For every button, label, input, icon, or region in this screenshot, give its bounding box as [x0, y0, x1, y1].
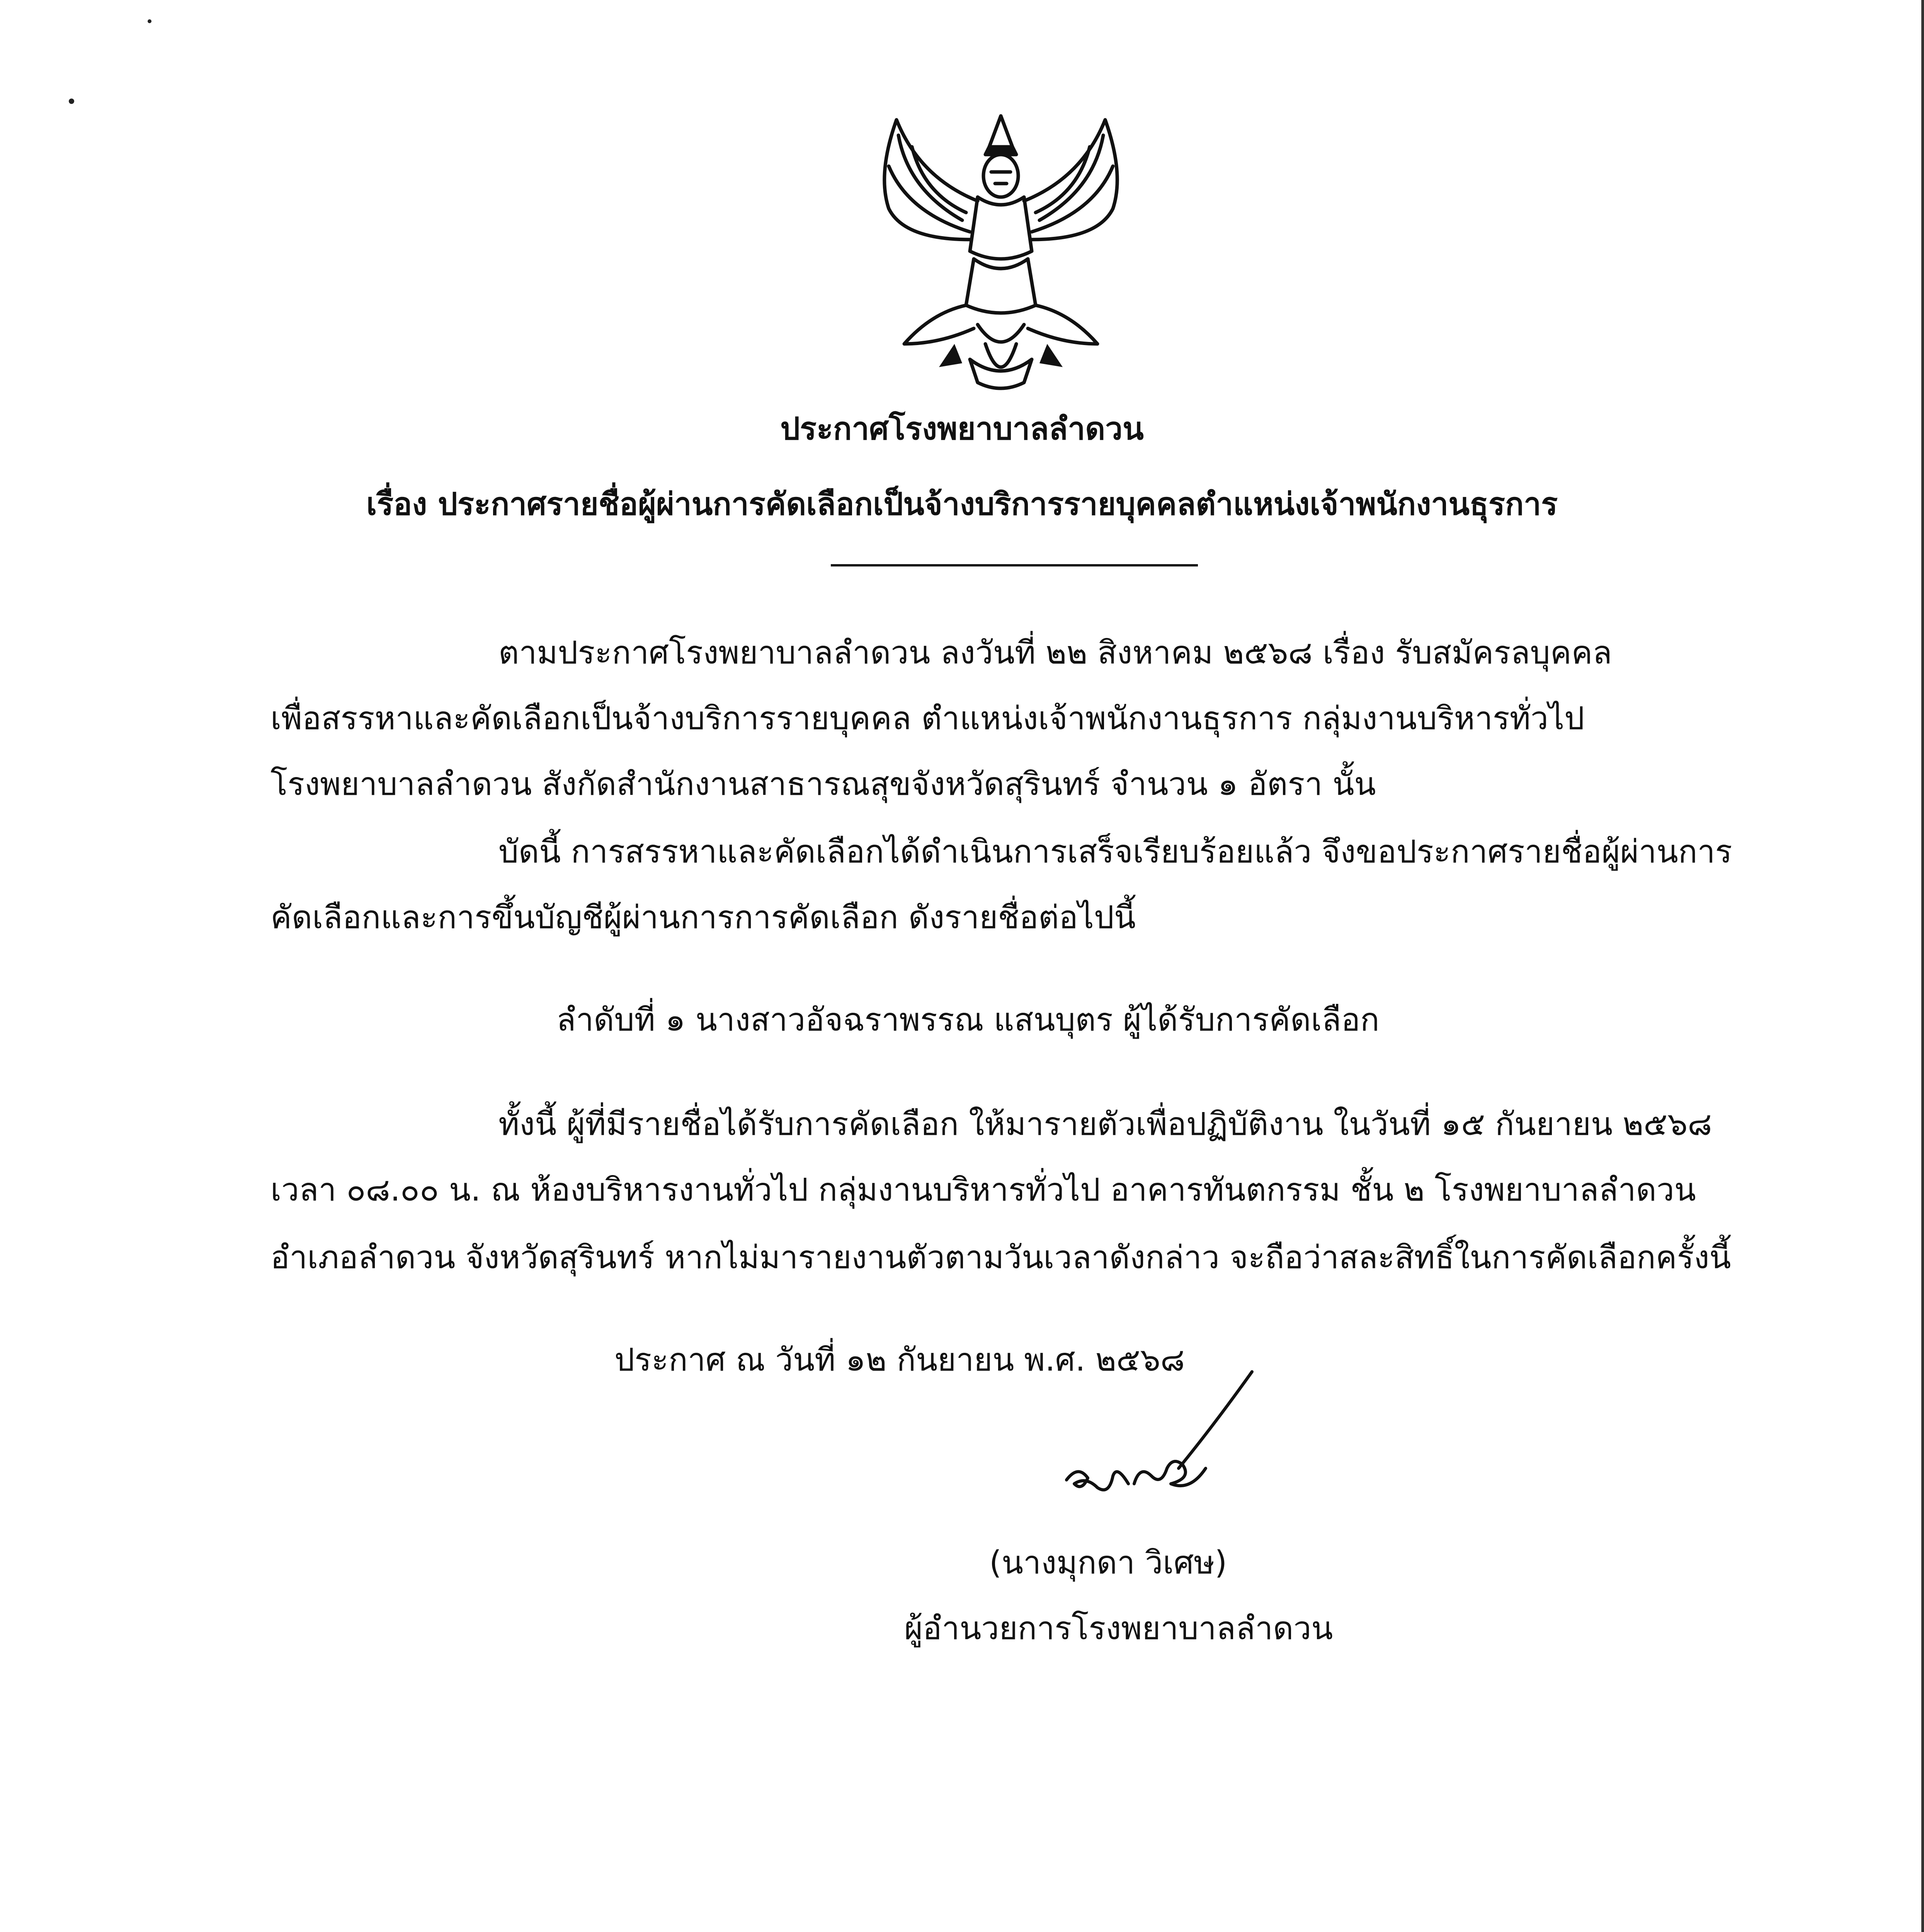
signer-position: ผู้อำนวยการโรงพยาบาลลำดวน: [904, 1610, 1333, 1647]
body-line: เพื่อสรรหาและคัดเลือกเป็นจ้างบริการรายบุคคล ตำแหน่งเจ้าพนักงานธุรการ กลุ่มงานบริหารทั่วไป: [270, 700, 1585, 737]
closing-line: เวลา ๐๘.๐๐ น. ณ ห้องบริหารงานทั่วไป กลุ่มงานบริหารทั่วไป อาคารทันตกรรม ชั้น ๒ โรงพยาบาลลำดวน: [270, 1172, 1696, 1208]
page-edge-right: [1921, 0, 1924, 1932]
announce-date: ประกาศ ณ วันที่ ๑๒ กันยายน พ.ศ. ๒๕๖๘: [614, 1342, 1185, 1378]
document-subject: เรื่อง ประกาศรายชื่อผู้ผ่านการคัดเลือกเป็นจ้างบริการรายบุคคลตำแหน่งเจ้าพนักงานธุรการ: [366, 486, 1558, 522]
scan-speck: [69, 99, 74, 104]
body-line: บัดนี้ การสรรหาและคัดเลือกได้ดำเนินการเสร็จเรียบร้อยแล้ว จึงขอประกาศรายชื่อผู้ผ่านการ: [498, 833, 1732, 870]
signer-name: (นางมุกดา วิเศษ): [989, 1544, 1227, 1581]
body-line: โรงพยาบาลลำดวน สังกัดสำนักงานสาธารณสุขจังหวัดสุรินทร์ จำนวน ๑ อัตรา นั้น: [270, 766, 1376, 803]
closing-line: ทั้งนี้ ผู้ที่มีรายชื่อได้รับการคัดเลือก ให้มารายตัวเพื่อปฏิบัติงาน ในวันที่ ๑๕ กันยายน ๒๕๖๘: [498, 1106, 1712, 1143]
body-line: คัดเลือกและการขึ้นบัญชีผู้ผ่านการการคัดเลือก ดังรายชื่อต่อไปนี้: [270, 899, 1136, 936]
closing-line: อำเภอลำดวน จังหวัดสุรินทร์ หากไม่มารายงานตัวตามวันเวลาดังกล่าว จะถือว่าสละสิทธิ์ในการคัดเลือกครั้งนี้: [270, 1239, 1731, 1276]
candidate-line: ลำดับที่ ๑ นางสาวอัจฉราพรรณ แสนบุตร ผู้ได้รับการคัดเลือก: [556, 1002, 1380, 1038]
scan-speck: [148, 19, 151, 23]
document-title: ประกาศโรงพยาบาลลำดวน: [780, 411, 1144, 447]
body-line: ตามประกาศโรงพยาบาลลำดวน ลงวันที่ ๒๒ สิงหาคม ๒๕๖๘ เรื่อง รับสมัครลบุคคล: [498, 634, 1612, 671]
garuda-emblem-icon: [862, 112, 1140, 398]
signature-mark: [1051, 1368, 1267, 1522]
title-divider: [831, 564, 1198, 566]
